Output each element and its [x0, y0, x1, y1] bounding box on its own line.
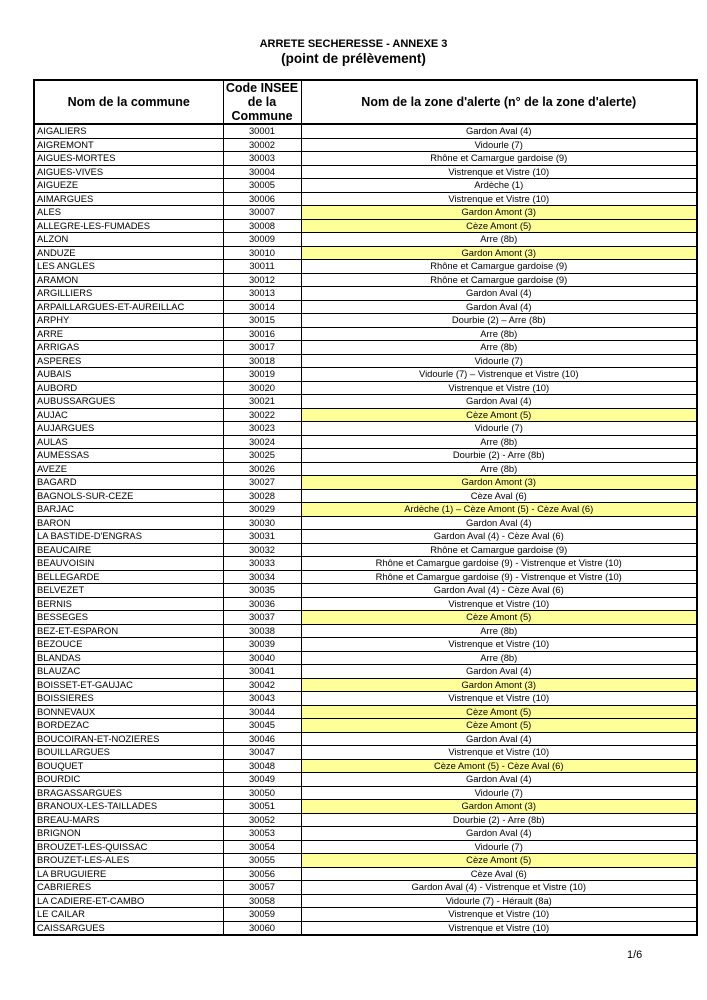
insee-code-cell: 30056: [223, 867, 301, 881]
table-row: [34, 260, 697, 274]
table-row: [34, 732, 697, 746]
table-row: [34, 827, 697, 841]
insee-code-cell: 30035: [223, 584, 301, 598]
insee-code-cell: 30038: [223, 624, 301, 638]
table-row: [34, 894, 697, 908]
table-row: [34, 327, 697, 341]
commune-name-cell: BOUILLARGUES: [34, 746, 223, 760]
alert-zone-cell: Gardon Aval (4): [301, 124, 697, 138]
alert-zone-cell: Cèze Aval (6): [301, 867, 697, 881]
alert-zone-cell: Vistrenque et Vistre (10): [301, 381, 697, 395]
insee-code-cell: 30050: [223, 786, 301, 800]
document-title: ARRETE SECHERESSE - ANNEXE 3: [259, 38, 448, 50]
commune-name-cell: BOUQUET: [34, 759, 223, 773]
alert-zone-cell: Vistrenque et Vistre (10): [301, 165, 697, 179]
commune-name-cell: LE CAILAR: [34, 908, 223, 922]
table-row: [34, 705, 697, 719]
table-row: [34, 908, 697, 922]
insee-code-cell: 30012: [223, 273, 301, 287]
alert-zone-cell: Gardon Aval (4): [301, 287, 697, 301]
insee-code-cell: 30005: [223, 179, 301, 193]
commune-name-cell: BAGNOLS-SUR-CEZE: [34, 489, 223, 503]
commune-name-cell: BLANDAS: [34, 651, 223, 665]
table-row: [34, 206, 697, 220]
alert-zone-cell: Arre (8b): [301, 233, 697, 247]
alert-zone-cell: Vidourle (7) - Hérault (8a): [301, 894, 697, 908]
commune-name-cell: AIMARGUES: [34, 192, 223, 206]
alert-zone-cell: Vistrenque et Vistre (10): [301, 597, 697, 611]
table-row: [34, 152, 697, 166]
commune-name-cell: LA BRUGUIERE: [34, 867, 223, 881]
alert-zone-cell: Cèze Amont (5): [301, 854, 697, 868]
table-row: [34, 246, 697, 260]
table-row: [34, 530, 697, 544]
table-row: [34, 435, 697, 449]
table-row: [34, 840, 697, 854]
document-subtitle: (point de prélèvement): [281, 51, 426, 66]
commune-name-cell: BEAUVOISIN: [34, 557, 223, 571]
table-row: [34, 314, 697, 328]
commune-name-cell: BEZ-ET-ESPARON: [34, 624, 223, 638]
insee-code-cell: 30014: [223, 300, 301, 314]
table-row: [34, 746, 697, 760]
alert-zone-cell: Gardon Aval (4): [301, 827, 697, 841]
insee-code-cell: 30018: [223, 354, 301, 368]
table-row: [34, 854, 697, 868]
alert-zone-cell: Rhône et Camargue gardoise (9): [301, 152, 697, 166]
commune-name-cell: BORDEZAC: [34, 719, 223, 733]
alert-zone-cell: Arre (8b): [301, 462, 697, 476]
alert-zone-cell: Gardon Aval (4): [301, 516, 697, 530]
commune-name-cell: ARAMON: [34, 273, 223, 287]
insee-code-cell: 30047: [223, 746, 301, 760]
commune-name-cell: ALLEGRE-LES-FUMADES: [34, 219, 223, 233]
page-number: 1/6: [627, 949, 643, 961]
table-row: [34, 665, 697, 679]
insee-code-cell: 30031: [223, 530, 301, 544]
commune-name-cell: ALZON: [34, 233, 223, 247]
alert-zone-cell: Vidourle (7): [301, 422, 697, 436]
table-row: [34, 381, 697, 395]
table-row: [34, 422, 697, 436]
table-row: [34, 611, 697, 625]
table-row: [34, 219, 697, 233]
table-row: [34, 516, 697, 530]
commune-name-cell: AUBORD: [34, 381, 223, 395]
alert-zone-cell: Vidourle (7): [301, 786, 697, 800]
commune-name-cell: BARON: [34, 516, 223, 530]
alert-zone-cell: Rhône et Camargue gardoise (9) - Vistrenque et Vistre (10): [301, 557, 697, 571]
commune-name-cell: BOISSIERES: [34, 692, 223, 706]
insee-code-cell: 30020: [223, 381, 301, 395]
alert-zone-cell: Gardon Aval (4) - Cèze Aval (6): [301, 584, 697, 598]
alert-zone-cell: Arre (8b): [301, 624, 697, 638]
insee-code-cell: 30008: [223, 219, 301, 233]
insee-code-cell: 30019: [223, 368, 301, 382]
alert-zone-cell: Gardon Amont (3): [301, 246, 697, 260]
insee-code-cell: 30025: [223, 449, 301, 463]
commune-name-cell: AIGUES-VIVES: [34, 165, 223, 179]
alert-zone-cell: Vistrenque et Vistre (10): [301, 192, 697, 206]
alert-zone-cell: Cèze Amont (5): [301, 719, 697, 733]
alert-zone-cell: Gardon Amont (3): [301, 476, 697, 490]
insee-code-cell: 30051: [223, 800, 301, 814]
table-row: [34, 921, 697, 935]
header-alert-zone: Nom de la zone d'alerte (n° de la zone d'alerte): [301, 80, 697, 124]
alert-zone-cell: Vistrenque et Vistre (10): [301, 638, 697, 652]
alert-zone-cell: Cèze Aval (6): [301, 489, 697, 503]
commune-name-cell: BELLEGARDE: [34, 570, 223, 584]
insee-code-cell: 30026: [223, 462, 301, 476]
insee-code-cell: 30022: [223, 408, 301, 422]
commune-name-cell: BOUCOIRAN-ET-NOZIERES: [34, 732, 223, 746]
table-row: [34, 462, 697, 476]
insee-code-cell: 30032: [223, 543, 301, 557]
insee-code-cell: 30017: [223, 341, 301, 355]
table-row: [34, 354, 697, 368]
insee-code-cell: 30053: [223, 827, 301, 841]
insee-code-cell: 30041: [223, 665, 301, 679]
commune-name-cell: AIGUEZE: [34, 179, 223, 193]
commune-name-cell: BELVEZET: [34, 584, 223, 598]
alert-zone-cell: Cèze Amont (5): [301, 705, 697, 719]
table-row: [34, 124, 697, 138]
table-row: [34, 692, 697, 706]
alert-zone-cell: Rhône et Camargue gardoise (9): [301, 273, 697, 287]
commune-name-cell: BROUZET-LES-QUISSAC: [34, 840, 223, 854]
communes-table: [33, 79, 698, 936]
alert-zone-cell: Vistrenque et Vistre (10): [301, 746, 697, 760]
table-row: [34, 773, 697, 787]
table-row: [34, 449, 697, 463]
alert-zone-cell: Cèze Amont (5) - Cèze Aval (6): [301, 759, 697, 773]
insee-code-cell: 30045: [223, 719, 301, 733]
commune-name-cell: ANDUZE: [34, 246, 223, 260]
commune-name-cell: AUJAC: [34, 408, 223, 422]
alert-zone-cell: Ardèche (1) – Cèze Amont (5) - Cèze Aval (6): [301, 503, 697, 517]
commune-name-cell: BLAUZAC: [34, 665, 223, 679]
table-row: [34, 300, 697, 314]
commune-name-cell: BRAGASSARGUES: [34, 786, 223, 800]
table-row: [34, 179, 697, 193]
commune-name-cell: ARRIGAS: [34, 341, 223, 355]
header-commune: Nom de la commune: [34, 80, 223, 124]
commune-name-cell: ARPAILLARGUES-ET-AUREILLAC: [34, 300, 223, 314]
insee-code-cell: 30021: [223, 395, 301, 409]
commune-name-cell: AUBUSSARGUES: [34, 395, 223, 409]
alert-zone-cell: Cèze Amont (5): [301, 611, 697, 625]
insee-code-cell: 30030: [223, 516, 301, 530]
alert-zone-cell: Gardon Aval (4) - Cèze Aval (6): [301, 530, 697, 544]
insee-code-cell: 30046: [223, 732, 301, 746]
table-row: [34, 287, 697, 301]
table-row: [34, 557, 697, 571]
alert-zone-cell: Vidourle (7): [301, 138, 697, 152]
commune-name-cell: AUBAIS: [34, 368, 223, 382]
insee-code-cell: 30003: [223, 152, 301, 166]
table-row: [34, 813, 697, 827]
table-row: [34, 800, 697, 814]
alert-zone-cell: Gardon Amont (3): [301, 206, 697, 220]
alert-zone-cell: Gardon Amont (3): [301, 800, 697, 814]
alert-zone-cell: Gardon Aval (4) - Vistrenque et Vistre (10): [301, 881, 697, 895]
table-row: [34, 476, 697, 490]
table-row: [34, 395, 697, 409]
insee-code-cell: 30044: [223, 705, 301, 719]
commune-name-cell: BRANOUX-LES-TAILLADES: [34, 800, 223, 814]
table-row: [34, 273, 697, 287]
table-row: [34, 165, 697, 179]
commune-name-cell: AIGREMONT: [34, 138, 223, 152]
commune-name-cell: BERNIS: [34, 597, 223, 611]
alert-zone-cell: Dourbie (2) - Arre (8b): [301, 813, 697, 827]
insee-code-cell: 30058: [223, 894, 301, 908]
commune-name-cell: BOISSET-ET-GAUJAC: [34, 678, 223, 692]
table-row: [34, 719, 697, 733]
alert-zone-cell: Rhône et Camargue gardoise (9): [301, 260, 697, 274]
table-body: [34, 124, 697, 935]
table-row: [34, 341, 697, 355]
table-row: [34, 584, 697, 598]
insee-code-cell: 30039: [223, 638, 301, 652]
insee-code-cell: 30042: [223, 678, 301, 692]
alert-zone-cell: Cèze Amont (5): [301, 219, 697, 233]
table-row: [34, 597, 697, 611]
alert-zone-cell: Arre (8b): [301, 341, 697, 355]
insee-code-cell: 30024: [223, 435, 301, 449]
insee-code-cell: 30036: [223, 597, 301, 611]
commune-name-cell: BARJAC: [34, 503, 223, 517]
commune-name-cell: AIGALIERS: [34, 124, 223, 138]
commune-name-cell: BOURDIC: [34, 773, 223, 787]
table-row: [34, 489, 697, 503]
commune-name-cell: BONNEVAUX: [34, 705, 223, 719]
table-row: [34, 543, 697, 557]
commune-name-cell: BEAUCAIRE: [34, 543, 223, 557]
commune-name-cell: LES ANGLES: [34, 260, 223, 274]
insee-code-cell: 30057: [223, 881, 301, 895]
insee-code-cell: 30029: [223, 503, 301, 517]
commune-name-cell: ARPHY: [34, 314, 223, 328]
insee-code-cell: 30049: [223, 773, 301, 787]
alert-zone-cell: Gardon Aval (4): [301, 732, 697, 746]
commune-name-cell: AUMESSAS: [34, 449, 223, 463]
commune-name-cell: AUJARGUES: [34, 422, 223, 436]
insee-code-cell: 30028: [223, 489, 301, 503]
insee-code-cell: 30011: [223, 260, 301, 274]
commune-name-cell: ASPERES: [34, 354, 223, 368]
insee-code-cell: 30023: [223, 422, 301, 436]
insee-code-cell: 30007: [223, 206, 301, 220]
insee-code-cell: 30048: [223, 759, 301, 773]
table-row: [34, 867, 697, 881]
insee-code-cell: 30052: [223, 813, 301, 827]
commune-name-cell: BROUZET-LES-ALES: [34, 854, 223, 868]
table-row: [34, 786, 697, 800]
table-row: [34, 138, 697, 152]
table-row: [34, 638, 697, 652]
commune-name-cell: BRIGNON: [34, 827, 223, 841]
insee-code-cell: 30059: [223, 908, 301, 922]
insee-code-cell: 30016: [223, 327, 301, 341]
alert-zone-cell: Vistrenque et Vistre (10): [301, 921, 697, 935]
table-row: [34, 570, 697, 584]
insee-code-cell: 30002: [223, 138, 301, 152]
table-row: [34, 624, 697, 638]
table-row: [34, 651, 697, 665]
insee-code-cell: 30040: [223, 651, 301, 665]
table-row: [34, 408, 697, 422]
insee-code-cell: 30015: [223, 314, 301, 328]
insee-code-cell: 30006: [223, 192, 301, 206]
commune-name-cell: ARRE: [34, 327, 223, 341]
alert-zone-cell: Rhône et Camargue gardoise (9) - Vistrenque et Vistre (10): [301, 570, 697, 584]
table-row: [34, 368, 697, 382]
commune-name-cell: ARGILLIERS: [34, 287, 223, 301]
commune-name-cell: ALES: [34, 206, 223, 220]
commune-name-cell: LA BASTIDE-D'ENGRAS: [34, 530, 223, 544]
alert-zone-cell: Arre (8b): [301, 327, 697, 341]
insee-code-cell: 30055: [223, 854, 301, 868]
insee-code-cell: 30010: [223, 246, 301, 260]
table-row: [34, 233, 697, 247]
table-header-row: [34, 80, 697, 124]
alert-zone-cell: Gardon Aval (4): [301, 395, 697, 409]
alert-zone-cell: Rhône et Camargue gardoise (9): [301, 543, 697, 557]
insee-code-cell: 30001: [223, 124, 301, 138]
commune-name-cell: BREAU-MARS: [34, 813, 223, 827]
commune-name-cell: CAISSARGUES: [34, 921, 223, 935]
commune-name-cell: AIGUES-MORTES: [34, 152, 223, 166]
insee-code-cell: 30027: [223, 476, 301, 490]
table-row: [34, 503, 697, 517]
alert-zone-cell: Vidourle (7): [301, 354, 697, 368]
alert-zone-cell: Gardon Aval (4): [301, 300, 697, 314]
alert-zone-cell: Gardon Amont (3): [301, 678, 697, 692]
alert-zone-cell: Gardon Aval (4): [301, 773, 697, 787]
alert-zone-cell: Gardon Aval (4): [301, 665, 697, 679]
commune-name-cell: AULAS: [34, 435, 223, 449]
alert-zone-cell: Arre (8b): [301, 651, 697, 665]
commune-name-cell: BEZOUCE: [34, 638, 223, 652]
alert-zone-cell: Cèze Amont (5): [301, 408, 697, 422]
header-insee-code: Code INSEE de la Commune: [223, 80, 301, 124]
insee-code-cell: 30004: [223, 165, 301, 179]
alert-zone-cell: Vidourle (7) – Vistrenque et Vistre (10): [301, 368, 697, 382]
table-row: [34, 192, 697, 206]
insee-code-cell: 30033: [223, 557, 301, 571]
insee-code-cell: 30060: [223, 921, 301, 935]
commune-name-cell: BESSEGES: [34, 611, 223, 625]
table-row: [34, 759, 697, 773]
insee-code-cell: 30054: [223, 840, 301, 854]
insee-code-cell: 30009: [223, 233, 301, 247]
alert-zone-cell: Dourbie (2) – Arre (8b): [301, 314, 697, 328]
commune-name-cell: CABRIERES: [34, 881, 223, 895]
commune-name-cell: BAGARD: [34, 476, 223, 490]
alert-zone-cell: Dourbie (2) - Arre (8b): [301, 449, 697, 463]
insee-code-cell: 30037: [223, 611, 301, 625]
alert-zone-cell: Arre (8b): [301, 435, 697, 449]
insee-code-cell: 30043: [223, 692, 301, 706]
insee-code-cell: 30034: [223, 570, 301, 584]
commune-name-cell: AVEZE: [34, 462, 223, 476]
alert-zone-cell: Ardèche (1): [301, 179, 697, 193]
insee-code-cell: 30013: [223, 287, 301, 301]
alert-zone-cell: Vidourle (7): [301, 840, 697, 854]
commune-name-cell: LA CADIERE-ET-CAMBO: [34, 894, 223, 908]
table-row: [34, 678, 697, 692]
alert-zone-cell: Vistrenque et Vistre (10): [301, 908, 697, 922]
table-row: [34, 881, 697, 895]
alert-zone-cell: Vistrenque et Vistre (10): [301, 692, 697, 706]
